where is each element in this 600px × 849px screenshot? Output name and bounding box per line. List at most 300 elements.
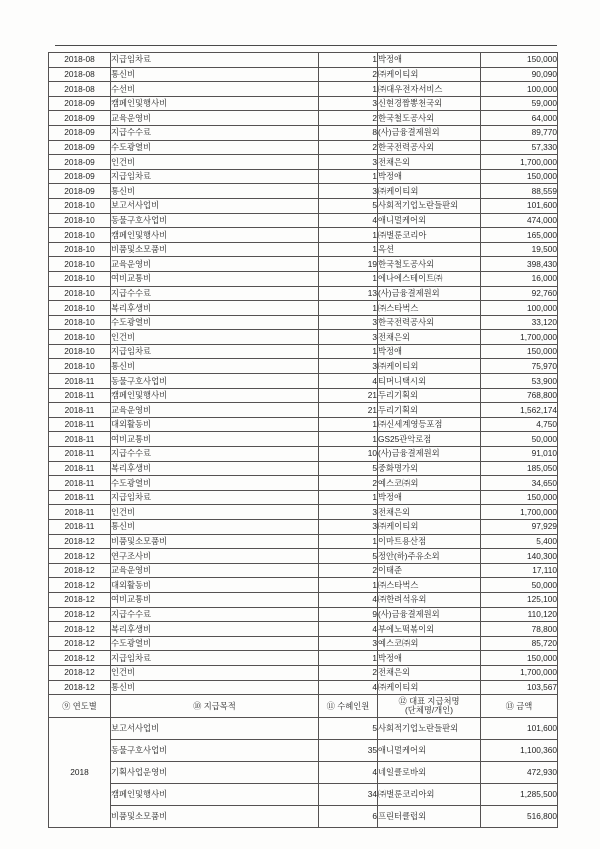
cell-payee: 두리기획외 xyxy=(378,388,481,403)
cell-purpose: 지급수수료 xyxy=(111,447,319,462)
cell-amount: 90,090 xyxy=(481,67,558,82)
cell-purpose: 지급임차료 xyxy=(111,651,319,666)
cell-count: 2 xyxy=(319,140,378,155)
cell-count: 10 xyxy=(319,447,378,462)
cell-year: 2018-12 xyxy=(49,680,111,695)
col-header-amount: ⑬ 금액 xyxy=(481,695,558,718)
detail-row xyxy=(49,213,558,228)
cell-amount: 472,930 xyxy=(481,762,558,784)
cell-amount: 5,400 xyxy=(481,534,558,549)
cell-purpose: 교육운영비 xyxy=(111,111,319,126)
cell-amount: 92,760 xyxy=(481,286,558,301)
detail-row xyxy=(49,242,558,257)
cell-year: 2018-08 xyxy=(49,67,111,82)
cell-year: 2018-12 xyxy=(49,592,111,607)
detail-row xyxy=(49,607,558,622)
cell-purpose: 교육운영비 xyxy=(111,257,319,272)
detail-row xyxy=(49,476,558,491)
cell-payee: GS25관악로점 xyxy=(378,432,481,447)
cell-count: 6 xyxy=(319,806,378,828)
cell-year: 2018-09 xyxy=(49,184,111,199)
cell-payee: 한국전력공사외 xyxy=(378,315,481,330)
cell-purpose: 통신비 xyxy=(111,680,319,695)
cell-year: 2018-11 xyxy=(49,490,111,505)
cell-count: 1 xyxy=(319,432,378,447)
cell-count: 3 xyxy=(319,155,378,170)
cell-count: 1 xyxy=(319,228,378,243)
cell-purpose: 보고서사업비 xyxy=(111,718,319,740)
cell-count: 4 xyxy=(319,622,378,637)
cell-amount: 100,000 xyxy=(481,82,558,97)
cell-year: 2018-09 xyxy=(49,140,111,155)
cell-payee: 에나에스테이트㈜ xyxy=(378,271,481,286)
cell-count: 21 xyxy=(319,403,378,418)
cell-purpose: 수도광열비 xyxy=(111,476,319,491)
cell-amount: 150,000 xyxy=(481,490,558,505)
cell-year: 2018-12 xyxy=(49,665,111,680)
cell-purpose: 지급임차료 xyxy=(111,169,319,184)
cell-amount: 34,650 xyxy=(481,476,558,491)
cell-count: 1 xyxy=(319,651,378,666)
cell-amount: 17,110 xyxy=(481,563,558,578)
cell-amount: 101,600 xyxy=(481,198,558,213)
cell-purpose: 여비교통비 xyxy=(111,271,319,286)
detail-row xyxy=(49,140,558,155)
cell-count: 1 xyxy=(319,169,378,184)
donation-expense-table xyxy=(48,52,558,828)
cell-payee: ㈜신세계영등포점 xyxy=(378,417,481,432)
cell-count: 3 xyxy=(319,505,378,520)
cell-purpose: 동물구호사업비 xyxy=(111,374,319,389)
cell-payee: ㈜케이티외 xyxy=(378,67,481,82)
cell-payee: 애니멀케어외 xyxy=(378,740,481,762)
cell-year: 2018-12 xyxy=(49,607,111,622)
column-header-row xyxy=(49,695,558,718)
cell-amount: 185,050 xyxy=(481,461,558,476)
cell-payee: 예스코㈜외 xyxy=(378,636,481,651)
cell-payee: 한국전력공사외 xyxy=(378,140,481,155)
cell-amount: 165,000 xyxy=(481,228,558,243)
cell-count: 5 xyxy=(319,198,378,213)
cell-payee: ㈜벌룬코리아외 xyxy=(378,784,481,806)
cell-payee: ㈜케이티외 xyxy=(378,184,481,199)
cell-payee: 전채은외 xyxy=(378,665,481,680)
cell-year: 2018-09 xyxy=(49,111,111,126)
cell-payee: 예스코㈜외 xyxy=(378,476,481,491)
cell-amount: 516,800 xyxy=(481,806,558,828)
cell-year: 2018-09 xyxy=(49,125,111,140)
cell-count: 1 xyxy=(319,490,378,505)
detail-row xyxy=(49,125,558,140)
cell-amount: 97,929 xyxy=(481,520,558,535)
cell-purpose: 대외활동비 xyxy=(111,417,319,432)
cutoff-row-border xyxy=(55,45,557,46)
summary-row xyxy=(49,718,558,740)
detail-row xyxy=(49,228,558,243)
cell-count: 2 xyxy=(319,563,378,578)
cell-amount: 150,000 xyxy=(481,169,558,184)
summary-row xyxy=(49,740,558,762)
cell-amount: 103,567 xyxy=(481,680,558,695)
cell-count: 5 xyxy=(319,718,378,740)
cell-amount: 16,000 xyxy=(481,271,558,286)
cell-purpose: 비품및소모품비 xyxy=(111,534,319,549)
cell-year: 2018-11 xyxy=(49,505,111,520)
detail-row xyxy=(49,403,558,418)
detail-row xyxy=(49,680,558,695)
cell-payee: 전채은외 xyxy=(378,330,481,345)
cell-purpose: 수도광열비 xyxy=(111,315,319,330)
cell-year: 2018-10 xyxy=(49,286,111,301)
cell-count: 3 xyxy=(319,636,378,651)
cell-amount: 57,330 xyxy=(481,140,558,155)
detail-row xyxy=(49,96,558,111)
cell-payee: 티머니택시외 xyxy=(378,374,481,389)
cell-payee: ㈜한려석유외 xyxy=(378,592,481,607)
cell-count: 1 xyxy=(319,344,378,359)
cell-purpose: 대외활동비 xyxy=(111,578,319,593)
cell-count: 3 xyxy=(319,184,378,199)
cell-purpose: 인건비 xyxy=(111,665,319,680)
cell-purpose: 통신비 xyxy=(111,184,319,199)
cell-payee: (사)금융결제원외 xyxy=(378,125,481,140)
cell-amount: 1,100,360 xyxy=(481,740,558,762)
cell-year: 2018-12 xyxy=(49,534,111,549)
cell-count: 8 xyxy=(319,125,378,140)
detail-row xyxy=(49,534,558,549)
detail-row xyxy=(49,169,558,184)
cell-amount: 91,010 xyxy=(481,447,558,462)
cell-purpose: 통신비 xyxy=(111,520,319,535)
cell-year: 2018-11 xyxy=(49,417,111,432)
cell-year: 2018-08 xyxy=(49,82,111,97)
cell-purpose: 수선비 xyxy=(111,82,319,97)
cell-year: 2018-09 xyxy=(49,96,111,111)
cell-purpose: 비품및소모품비 xyxy=(111,242,319,257)
cell-count: 13 xyxy=(319,286,378,301)
detail-row xyxy=(49,198,558,213)
cell-purpose: 지급임차료 xyxy=(111,490,319,505)
cell-amount: 33,120 xyxy=(481,315,558,330)
cell-payee: 사회적기업노란들판외 xyxy=(378,718,481,740)
cell-purpose: 복리후생비 xyxy=(111,301,319,316)
cell-count: 2 xyxy=(319,476,378,491)
cell-purpose: 수도광열비 xyxy=(111,636,319,651)
cell-year: 2018-10 xyxy=(49,213,111,228)
cell-amount: 101,600 xyxy=(481,718,558,740)
cell-count: 1 xyxy=(319,578,378,593)
cell-payee: 정안(하)주유소외 xyxy=(378,549,481,564)
cell-payee: ㈜케이티외 xyxy=(378,680,481,695)
yearly-summary-section xyxy=(49,718,558,828)
cell-purpose: 지급수수료 xyxy=(111,125,319,140)
cell-count: 5 xyxy=(319,461,378,476)
cell-purpose: 지급임차료 xyxy=(111,53,319,68)
cell-amount: 50,000 xyxy=(481,432,558,447)
cell-amount: 85,720 xyxy=(481,636,558,651)
detail-row xyxy=(49,301,558,316)
cell-year: 2018-09 xyxy=(49,169,111,184)
cell-year: 2018-10 xyxy=(49,315,111,330)
cell-year: 2018-11 xyxy=(49,403,111,418)
cell-amount: 4,750 xyxy=(481,417,558,432)
cell-amount: 1,700,000 xyxy=(481,505,558,520)
cell-count: 4 xyxy=(319,592,378,607)
cell-year: 2018-10 xyxy=(49,344,111,359)
cell-payee: 부에노떡볶이외 xyxy=(378,622,481,637)
detail-row xyxy=(49,447,558,462)
cell-payee: 전채은외 xyxy=(378,155,481,170)
cell-purpose: 캠페인및행사비 xyxy=(111,96,319,111)
cell-year: 2018-11 xyxy=(49,520,111,535)
cell-purpose: 기획사업운영비 xyxy=(111,762,319,784)
cell-payee: 두리기획외 xyxy=(378,403,481,418)
cell-payee: ㈜스타벅스 xyxy=(378,301,481,316)
cell-amount: 125,100 xyxy=(481,592,558,607)
cell-amount: 1,700,000 xyxy=(481,665,558,680)
col-header-year: ⑨ 연도별 xyxy=(49,695,111,718)
cell-count: 19 xyxy=(319,257,378,272)
cell-count: 3 xyxy=(319,520,378,535)
cell-payee: 애니멀케어외 xyxy=(378,213,481,228)
detail-row xyxy=(49,490,558,505)
detail-row xyxy=(49,184,558,199)
detail-row xyxy=(49,155,558,170)
cell-year: 2018-11 xyxy=(49,374,111,389)
detail-row xyxy=(49,549,558,564)
detail-row xyxy=(49,651,558,666)
monthly-detail-section xyxy=(49,53,558,695)
cell-payee: 이마트용산점 xyxy=(378,534,481,549)
cell-amount: 110,120 xyxy=(481,607,558,622)
cell-amount: 768,800 xyxy=(481,388,558,403)
cell-purpose: 수도광열비 xyxy=(111,140,319,155)
cell-year: 2018-11 xyxy=(49,432,111,447)
cell-purpose: 인건비 xyxy=(111,330,319,345)
cell-year: 2018-10 xyxy=(49,271,111,286)
cell-purpose: 지급임차료 xyxy=(111,344,319,359)
cell-amount: 140,300 xyxy=(481,549,558,564)
summary-header-section xyxy=(49,695,558,718)
cell-year: 2018-10 xyxy=(49,242,111,257)
cell-payee: 프린터클럽외 xyxy=(378,806,481,828)
cell-purpose: 동물구호사업비 xyxy=(111,740,319,762)
detail-row xyxy=(49,359,558,374)
detail-row xyxy=(49,286,558,301)
detail-row xyxy=(49,53,558,68)
cell-purpose: 인건비 xyxy=(111,155,319,170)
cell-year: 2018-12 xyxy=(49,622,111,637)
summary-row xyxy=(49,762,558,784)
cell-year: 2018-10 xyxy=(49,257,111,272)
cell-purpose: 복리후생비 xyxy=(111,622,319,637)
cell-payee: 한국철도공사외 xyxy=(378,111,481,126)
cell-purpose: 교육운영비 xyxy=(111,403,319,418)
cell-amount: 88,559 xyxy=(481,184,558,199)
cell-purpose: 인건비 xyxy=(111,505,319,520)
cell-year: 2018-11 xyxy=(49,461,111,476)
cell-count: 5 xyxy=(319,549,378,564)
cell-year: 2018-10 xyxy=(49,330,111,345)
cell-purpose: 캠페인및행사비 xyxy=(111,228,319,243)
cell-amount: 53,900 xyxy=(481,374,558,389)
cell-amount: 398,430 xyxy=(481,257,558,272)
summary-row xyxy=(49,806,558,828)
cell-payee: 박정애 xyxy=(378,490,481,505)
cell-count: 1 xyxy=(319,271,378,286)
detail-row xyxy=(49,520,558,535)
cell-payee: 한국철도공사외 xyxy=(378,257,481,272)
cell-purpose: 여비교통비 xyxy=(111,592,319,607)
cell-amount: 64,000 xyxy=(481,111,558,126)
summary-row xyxy=(49,784,558,806)
cell-purpose: 통신비 xyxy=(111,67,319,82)
cell-purpose: 동물구호사업비 xyxy=(111,213,319,228)
cell-count: 1 xyxy=(319,53,378,68)
cell-purpose: 여비교통비 xyxy=(111,432,319,447)
cell-amount: 19,500 xyxy=(481,242,558,257)
detail-row xyxy=(49,82,558,97)
cell-payee: 중화명가외 xyxy=(378,461,481,476)
cell-count: 2 xyxy=(319,665,378,680)
cell-payee: 이태준 xyxy=(378,563,481,578)
cell-count: 4 xyxy=(319,762,378,784)
cell-count: 1 xyxy=(319,534,378,549)
detail-row xyxy=(49,432,558,447)
cell-purpose: 캠페인및행사비 xyxy=(111,388,319,403)
cell-purpose: 교육운영비 xyxy=(111,563,319,578)
cell-amount: 59,000 xyxy=(481,96,558,111)
col-header-purpose: ⑩ 지급목적 xyxy=(111,695,319,718)
cell-count: 3 xyxy=(319,330,378,345)
detail-row xyxy=(49,271,558,286)
cell-payee: 네일클로바외 xyxy=(378,762,481,784)
cell-amount: 1,562,174 xyxy=(481,403,558,418)
cell-amount: 150,000 xyxy=(481,651,558,666)
detail-row xyxy=(49,111,558,126)
cell-count: 3 xyxy=(319,315,378,330)
cell-amount: 89,770 xyxy=(481,125,558,140)
cell-purpose: 복리후생비 xyxy=(111,461,319,476)
cell-payee: 사회적기업노란들판외 xyxy=(378,198,481,213)
detail-row xyxy=(49,636,558,651)
cell-payee: ㈜벌룬코리아 xyxy=(378,228,481,243)
cell-count: 1 xyxy=(319,417,378,432)
detail-row xyxy=(49,578,558,593)
cell-payee: (사)금융결제원외 xyxy=(378,447,481,462)
cell-purpose: 통신비 xyxy=(111,359,319,374)
cell-purpose: 지급수수료 xyxy=(111,286,319,301)
cell-payee: ㈜케이티외 xyxy=(378,520,481,535)
detail-row xyxy=(49,665,558,680)
cell-year: 2018-12 xyxy=(49,651,111,666)
detail-row xyxy=(49,592,558,607)
cell-count: 4 xyxy=(319,680,378,695)
detail-row xyxy=(49,505,558,520)
cell-purpose: 캠페인및행사비 xyxy=(111,784,319,806)
cell-count: 2 xyxy=(319,111,378,126)
cell-payee: 박정애 xyxy=(378,651,481,666)
cell-amount: 78,800 xyxy=(481,622,558,637)
cell-amount: 150,000 xyxy=(481,53,558,68)
cell-year: 2018-09 xyxy=(49,155,111,170)
detail-row xyxy=(49,388,558,403)
col-header-payee xyxy=(378,695,481,718)
detail-row xyxy=(49,374,558,389)
cell-count: 1 xyxy=(319,82,378,97)
detail-row xyxy=(49,257,558,272)
cell-count: 4 xyxy=(319,213,378,228)
cell-payee: (사)금융결제원외 xyxy=(378,286,481,301)
cell-amount: 75,970 xyxy=(481,359,558,374)
cell-payee: (사)금융결제원외 xyxy=(378,607,481,622)
cell-amount: 474,000 xyxy=(481,213,558,228)
cell-year: 2018-12 xyxy=(49,549,111,564)
cell-purpose: 비품및소모품비 xyxy=(111,806,319,828)
cell-count: 1 xyxy=(319,242,378,257)
cell-amount: 100,000 xyxy=(481,301,558,316)
cell-payee: ㈜스타벅스 xyxy=(378,578,481,593)
summary-year-cell: 2018 xyxy=(49,718,111,828)
cell-amount: 1,285,500 xyxy=(481,784,558,806)
cell-count: 9 xyxy=(319,607,378,622)
detail-row xyxy=(49,622,558,637)
cell-amount: 50,000 xyxy=(481,578,558,593)
cell-payee: 신현경짬뽕천국외 xyxy=(378,96,481,111)
detail-row xyxy=(49,315,558,330)
cell-count: 1 xyxy=(319,301,378,316)
cell-payee: 전채은외 xyxy=(378,505,481,520)
cell-year: 2018-11 xyxy=(49,388,111,403)
cell-year: 2018-10 xyxy=(49,301,111,316)
cell-year: 2018-10 xyxy=(49,198,111,213)
cell-amount: 150,000 xyxy=(481,344,558,359)
cell-year: 2018-10 xyxy=(49,228,111,243)
cell-count: 3 xyxy=(319,96,378,111)
cell-year: 2018-10 xyxy=(49,359,111,374)
cell-count: 4 xyxy=(319,374,378,389)
col-header-payee-line2: (단체명/개인) xyxy=(405,705,453,716)
cell-payee: ㈜대우전자서비스 xyxy=(378,82,481,97)
cell-year: 2018-11 xyxy=(49,476,111,491)
cell-count: 35 xyxy=(319,740,378,762)
cell-year: 2018-12 xyxy=(49,578,111,593)
cell-count: 3 xyxy=(319,359,378,374)
cell-year: 2018-08 xyxy=(49,53,111,68)
detail-row xyxy=(49,461,558,476)
detail-row xyxy=(49,563,558,578)
cell-amount: 1,700,000 xyxy=(481,330,558,345)
cell-year: 2018-12 xyxy=(49,636,111,651)
detail-row xyxy=(49,417,558,432)
cell-count: 2 xyxy=(319,67,378,82)
cell-count: 21 xyxy=(319,388,378,403)
cell-payee: 옥션 xyxy=(378,242,481,257)
col-header-payee-line1: ⑫ 대표 지급처명 xyxy=(398,695,460,706)
detail-row xyxy=(49,67,558,82)
cell-payee: 박정애 xyxy=(378,169,481,184)
detail-row xyxy=(49,344,558,359)
cell-purpose: 연구조사비 xyxy=(111,549,319,564)
detail-row xyxy=(49,330,558,345)
cell-purpose: 지급수수료 xyxy=(111,607,319,622)
cell-purpose: 보고서사업비 xyxy=(111,198,319,213)
cell-payee: 박정애 xyxy=(378,344,481,359)
cell-amount: 1,700,000 xyxy=(481,155,558,170)
cell-payee: 박정애 xyxy=(378,53,481,68)
cell-year: 2018-12 xyxy=(49,563,111,578)
cell-count: 34 xyxy=(319,784,378,806)
